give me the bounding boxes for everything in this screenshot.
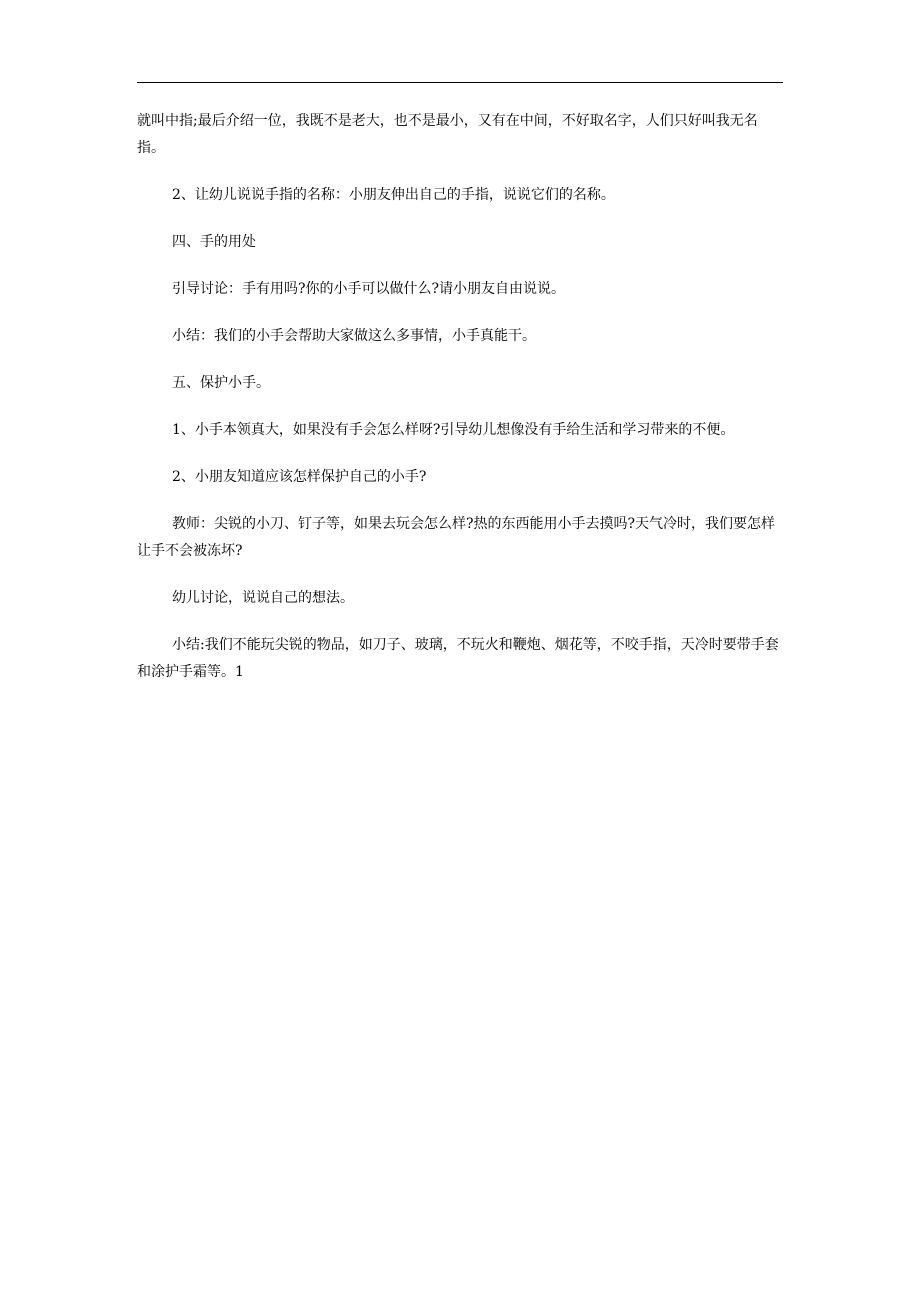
paragraph-children-discuss: 幼儿讨论，说说自己的想法。 (172, 590, 354, 606)
paragraph-guided-discussion: 引导讨论：手有用吗?你的小手可以做什么?请小朋友自由说说。 (172, 281, 566, 297)
paragraph-final-summary: 小结:我们不能玩尖锐的物品，如刀子、玻璃，不玩火和鞭炮、烟花等，不咬手指，天冷时要带手套和涂护手霜等。1 (137, 637, 779, 680)
paragraph-finger-names-end: 就叫中指;最后介绍一位，我既不是老大，也不是最小，又有在中间，不好取名字，人们只好叫我无名指。 (137, 113, 758, 156)
section-heading-protect-hands: 五、保护小手。 (172, 375, 270, 391)
paragraph-without-hands: 1、小手本领真大，如果没有手会怎么样呀?引导幼儿想像没有手给生活和学习带来的不便。 (172, 422, 735, 438)
document-body (137, 108, 783, 706)
section-heading-hand-uses: 四、手的用处 (172, 234, 256, 250)
paragraph-teacher-questions: 教师：尖锐的小刀、钉子等，如果去玩会怎么样?热的东西能用小手去摸吗?天气冷时，我们要怎样让手不会被冻坏? (137, 516, 776, 559)
paragraph-summary-hands-capable: 小结：我们的小手会帮助大家做这么多事情，小手真能干。 (172, 328, 536, 344)
header-rule (137, 82, 783, 83)
paragraph-how-to-protect: 2、小朋友知道应该怎样保护自己的小手? (172, 469, 427, 485)
paragraph-say-finger-names: 2、让幼儿说说手指的名称：小朋友伸出自己的手指，说说它们的名称。 (172, 187, 615, 203)
